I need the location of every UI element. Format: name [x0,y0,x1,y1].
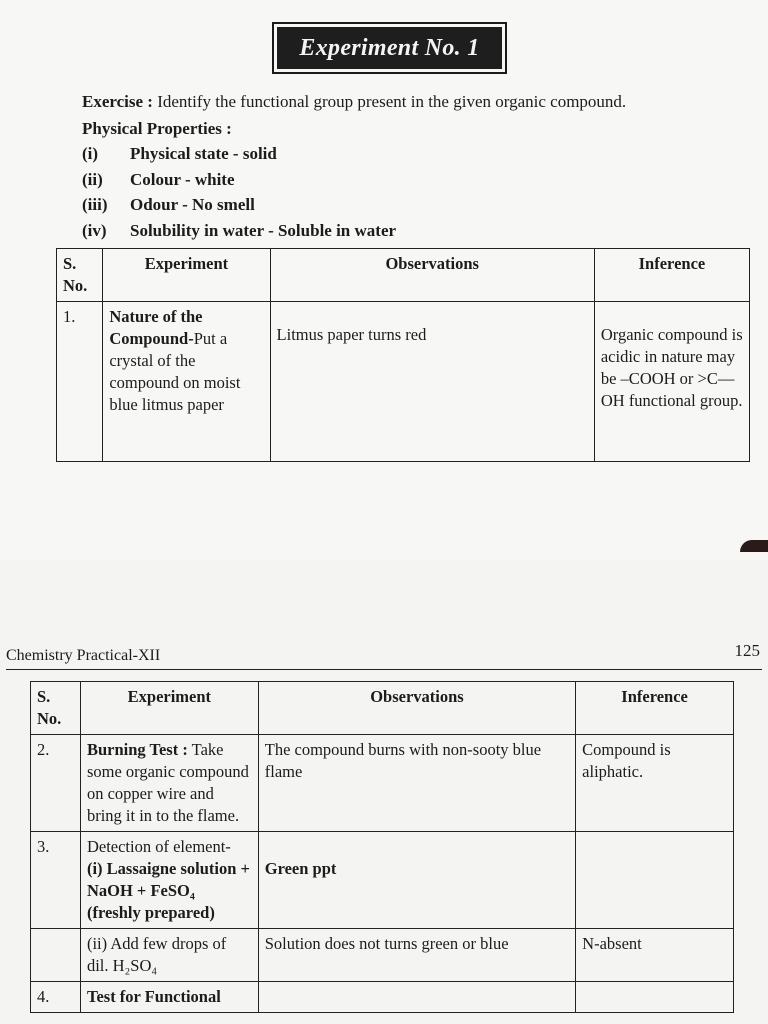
cell-inference: Compound is aliphatic. [576,735,734,832]
experiment-text: Take some organic compound on copper wire and bring it in to the flame. [86,740,249,825]
property-number: (iv) [82,220,107,240]
cell-sno: 4. [31,982,81,1013]
property-number: (iii) [82,195,108,214]
table-row [31,982,734,1013]
experiment-title: Experiment No. 1 [277,27,502,69]
property-list [82,144,396,246]
cell-observation: Green ppt [258,832,575,929]
col-header-sno: S. No. [57,249,103,302]
experiment-table-bottom [30,681,734,1013]
cell-inference [576,982,734,1013]
experiment-bold: (i) Lassaigne solution + NaOH + FeSO₄ (freshly prepared) [86,859,250,922]
experiment-title-box [272,22,507,74]
col-header-inference: Inference [576,682,734,735]
col-header-experiment: Experiment [103,249,270,302]
col-header-inference: Inference [594,249,749,302]
cell-sno: 1. [57,302,103,462]
cell-observation: The compound burns with non-sooty blue flame [258,735,575,832]
col-header-sno: S. No. [31,682,81,735]
page-number: 125 [734,641,760,660]
table-row [31,832,734,929]
experiment-text: Detection of element- [86,837,231,856]
page-corner-mark [740,540,768,552]
cell-sno: 3. [31,832,81,929]
experiment-table-top [56,248,750,462]
property-item [82,170,396,196]
cell-experiment [103,302,270,462]
cell-sno [31,929,81,982]
col-header-observations: Observations [258,682,575,735]
exercise-text: Identify the functional group present in the given organic compound. [157,92,627,111]
exercise-label: Exercise : [82,92,153,111]
header-rule [6,669,762,670]
exercise-line [82,92,626,112]
property-number: (ii) [82,169,103,189]
property-item [82,195,396,221]
property-text: Physical state - solid [130,144,277,163]
experiment-bold: Burning Test : [86,740,188,759]
property-text: Solubility in water - Soluble in water [130,220,397,240]
cell-inference [576,832,734,929]
col-header-experiment: Experiment [80,682,258,735]
physical-properties-heading: Physical Properties : [82,119,232,138]
property-item [82,144,396,170]
col-header-observations: Observations [270,249,594,302]
cell-experiment: Test for Functional [80,982,258,1013]
property-number: (i) [82,144,99,163]
cell-experiment [80,735,258,832]
property-item [82,221,396,247]
experiment-bold: Nature of the Compound- [109,307,203,348]
cell-sno: 2. [31,735,81,832]
cell-observation: Litmus paper turns red [270,302,594,462]
cell-inference: Organic compound is acidic in nature may be –COOH or >C—OH functional group. [594,302,749,462]
cell-observation [258,982,575,1013]
table-row [31,735,734,832]
cell-experiment: (ii) Add few drops of dil. H₂SO₄ [80,929,258,982]
cell-observation: Solution does not turns green or blue [258,929,575,982]
table-row [31,929,734,982]
property-text: Colour - white [130,169,235,189]
property-text: Odour - No smell [130,195,255,214]
table-row [57,302,750,462]
cell-inference: N-absent [576,929,734,982]
cell-experiment [80,832,258,929]
experiment-text: Put a crystal of the compound on moist blue litmus paper [109,329,241,414]
running-header-title: Chemistry Practical-XII [6,647,161,664]
